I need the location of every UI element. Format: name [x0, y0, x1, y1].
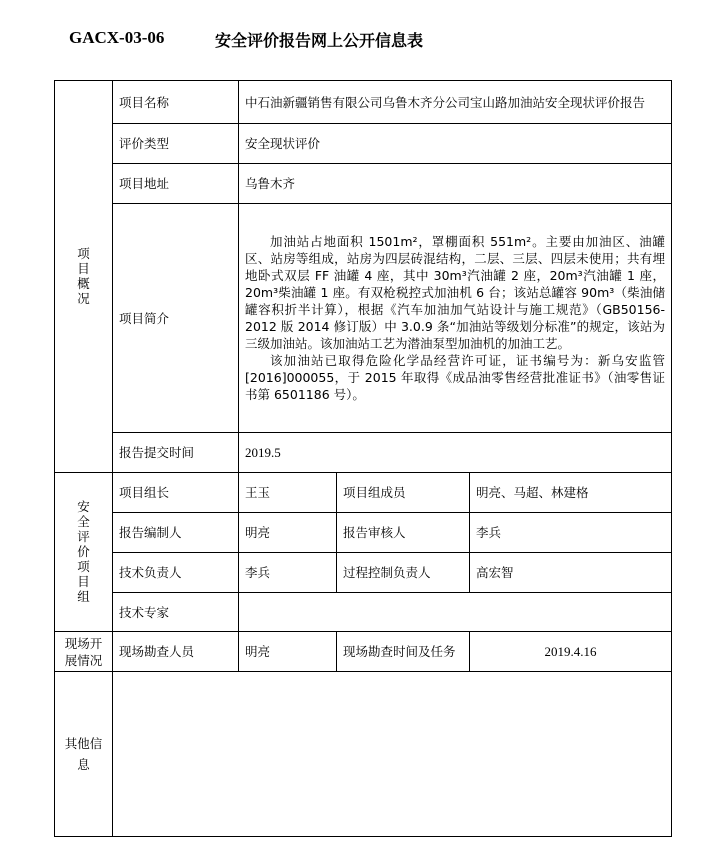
tech-lead-label: 技术负责人 — [113, 553, 239, 593]
row-project-address — [55, 164, 672, 204]
row-other-info — [55, 672, 672, 837]
process-lead-value: 高宏智 — [470, 553, 672, 593]
project-name-label: 项目名称 — [113, 81, 239, 124]
tech-lead-value: 李兵 — [239, 553, 337, 593]
project-intro-label: 项目简介 — [113, 204, 239, 433]
other-info-value — [113, 672, 672, 837]
project-address-value: 乌鲁木齐 — [239, 164, 672, 204]
row-submit-time — [55, 433, 672, 473]
survey-staff-label: 现场勘查人员 — [113, 632, 239, 672]
team-members-label: 项目组成员 — [337, 473, 470, 513]
section-project-overview — [55, 81, 113, 473]
section-site-survey: 现场开展情况 — [55, 632, 113, 672]
submit-time-value: 2019.5 — [239, 433, 672, 473]
form-code: GACX-03-06 — [69, 28, 165, 47]
section-evaluation-team — [55, 473, 113, 632]
report-reviewer-label: 报告审核人 — [337, 513, 470, 553]
row-evaluation-type — [55, 124, 672, 164]
tech-expert-value — [239, 593, 672, 632]
row-tech-lead — [55, 553, 672, 593]
row-site-survey — [55, 632, 672, 672]
tech-expert-label: 技术专家 — [113, 593, 239, 632]
report-reviewer-value: 李兵 — [470, 513, 672, 553]
survey-time-label: 现场勘查时间及任务 — [337, 632, 470, 672]
team-leader-label: 项目组长 — [113, 473, 239, 513]
row-project-name — [55, 81, 672, 124]
row-report-author — [55, 513, 672, 553]
evaluation-type-value: 安全现状评价 — [239, 124, 672, 164]
section-other-info — [55, 672, 113, 837]
section-label: 安全评价项目组 — [77, 499, 90, 604]
survey-time-value: 2019.4.16 — [470, 632, 672, 672]
info-table — [54, 80, 672, 837]
row-team-leader — [55, 473, 672, 513]
team-members-value: 明亮、马超、林建格 — [470, 473, 672, 513]
page-title: 安全评价报告网上公开信息表 — [215, 31, 424, 50]
intro-paragraph-2: 该加油站已取得危险化学品经营许可证，证书编号为：新乌安监管[2016]000055，于 2015 年取得《成品油零售经营批准证书》（油零售证书第 6501186 号）。 — [245, 353, 665, 402]
row-project-intro — [55, 204, 672, 433]
evaluation-type-label: 评价类型 — [113, 124, 239, 164]
project-name-value: 中石油新疆销售有限公司乌鲁木齐分公司宝山路加油站安全现状评价报告 — [239, 81, 672, 124]
intro-paragraph-1: 加油站占地面积 1501m²，罩棚面积 551m²。主要由加油区、油罐区、站房等组成，站房为四层砖混结构，二层、三层、四层未使用；共有埋地卧式双层 FF 油罐 4 座，其中 30m³汽油罐 2 座，20m³汽油罐 1 座，20m³柴油罐 1 座。有双枪税控式加油机 6 台；该站总罐容 90m³（柴油储罐容积折半计算），根据《汽车加油加气站设计与施工规范》（GB50156-2012 版 2014 修订版）中 3.0.9 条“加油站等级划分标准”的规定，该站为三级加油站。该加油站工艺为潜油泵型加油机的加油工艺。 — [245, 234, 665, 351]
report-author-value: 明亮 — [239, 513, 337, 553]
survey-staff-value: 明亮 — [239, 632, 337, 672]
team-leader-value: 王玉 — [239, 473, 337, 513]
section-label: 项目概况 — [77, 246, 90, 306]
project-intro-value — [239, 204, 672, 433]
other-info-label: 其他信息 — [64, 736, 103, 772]
row-tech-expert — [55, 593, 672, 632]
project-address-label: 项目地址 — [113, 164, 239, 204]
submit-time-label: 报告提交时间 — [113, 433, 239, 473]
report-author-label: 报告编制人 — [113, 513, 239, 553]
process-lead-label: 过程控制负责人 — [337, 553, 470, 593]
